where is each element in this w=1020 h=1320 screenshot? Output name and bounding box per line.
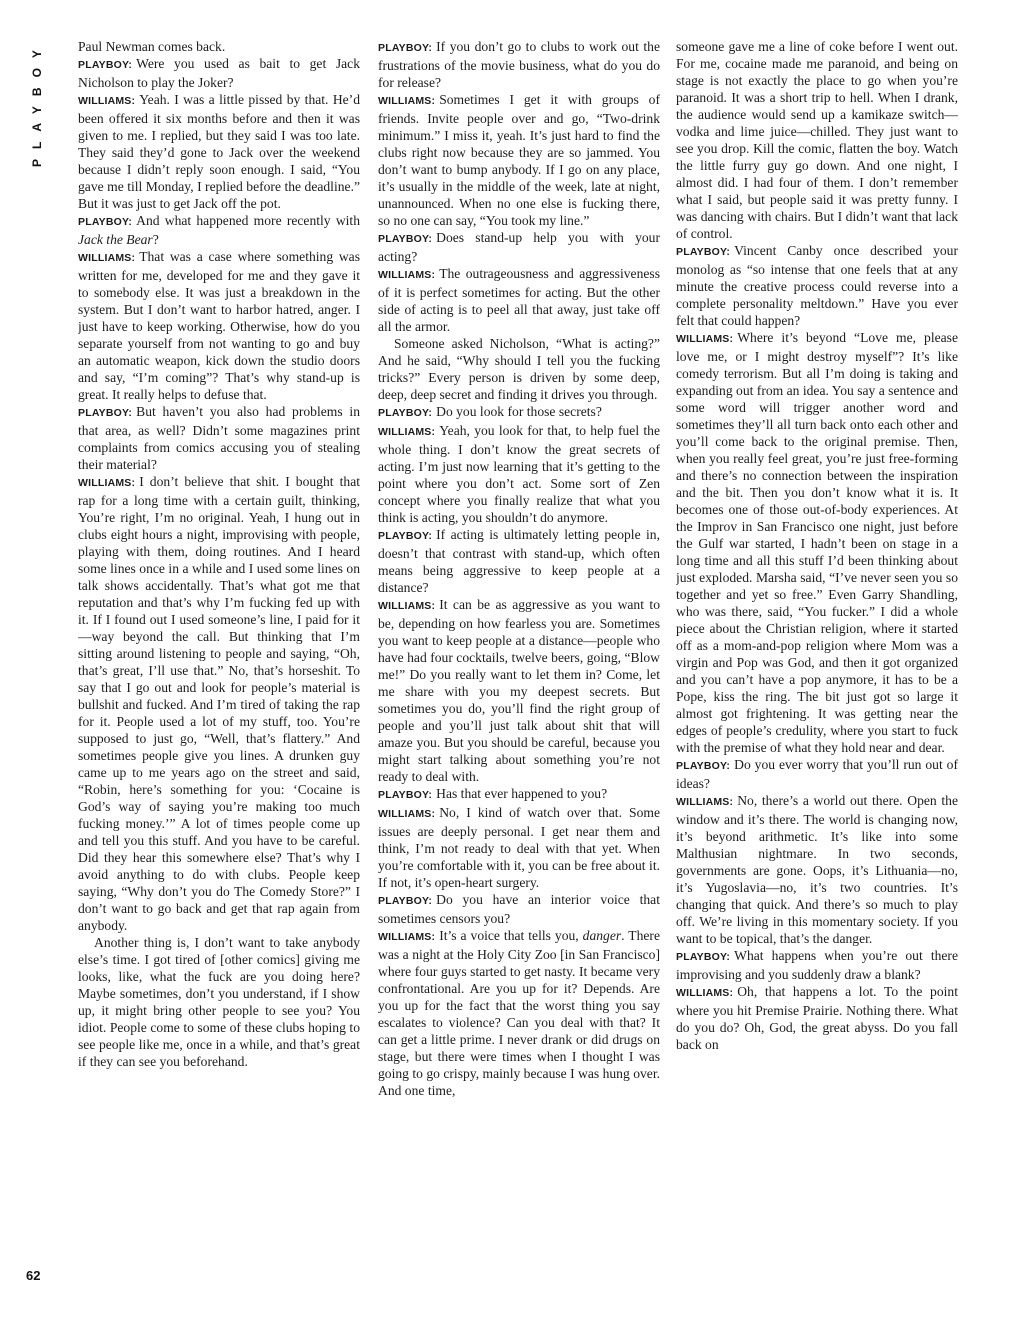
paragraph-text: Yeah. I was a little pissed by that. He’d been offered it six months before and then it was given to me. I replied, but they said I was too late. They said they’d gone to Jack over the weekend because I didn’t reply soon enough. I said, “You gave me till Monday, I replied before the deadline.” But it was just to get Jack off the pot. [78,92,360,211]
paragraph-text: What happens when you’re out there improvising and you suddenly draw a blank? [676,948,958,982]
paragraph [378,891,660,927]
speaker-label: PLAYBOY: [378,42,433,54]
speaker-label: WILLIAMS: [378,269,436,281]
speaker-label: WILLIAMS: [676,987,734,999]
paragraph [78,403,360,473]
paragraph [378,403,660,422]
paragraph [78,212,360,248]
paragraph-text: Were you used as bait to get Jack Nicholson to play the Joker? [78,56,360,90]
page-number: 62 [26,1268,41,1283]
paragraph-text: Oh, that happens a lot. To the point where you hit Premise Prairie. Nothing there. What do you do? Oh, God, the great abyss. Do you fall back on [676,984,958,1052]
paragraph [378,526,660,596]
paragraph [378,422,660,526]
paragraph [378,229,660,265]
paragraph [78,91,360,212]
paragraph [676,38,958,242]
speaker-label: PLAYBOY: [378,233,433,245]
paragraph [676,792,958,947]
speaker-label: PLAYBOY: [676,951,731,963]
speaker-label: WILLIAMS: [378,931,436,943]
paragraph-text: It’s a voice that tells you, [439,928,579,943]
speaker-label: WILLIAMS: [78,95,136,107]
paragraph [676,329,958,756]
paragraph-text: someone gave me a line of coke before I went out. For me, cocaine made me paranoid, and being on stage is not exactly the place to go when you’re paranoid. It was a short trip to hell. When I drank, the audience would send up a kamikaze switch—vodka and lime juice—chilled. They just want to see you drop. Kill the comic, flatten the boy. Watch the little furry guy go down. And one night, I almost did. I had four of them. I don’t remember what I said, but people said it was pretty funny. I was dancing with chairs. But I didn’t want that lack of control. [676,39,958,241]
speaker-label: PLAYBOY: [78,407,133,419]
speaker-label: WILLIAMS: [78,252,136,264]
paragraph [78,55,360,91]
paragraph-text: Someone asked Nicholson, “What is acting?” And he said, “Why should I tell you the fucking tricks?” Every person is driven by some deep, deep, deep secret and finding it drives you through. [378,336,660,402]
italic-text: danger [582,928,622,943]
paragraph-text: The outrageousness and aggressiveness of it is perfect sometimes for acting. But the other side of acting is to peel all that away, just take off all the armor. [378,266,660,334]
paragraph-text: Another thing is, I don’t want to take anybody else’s time. I got tired of [other comics] giving me looks, like, what the fuck are you doing here? Maybe sometimes, don’t you understand, if I show up, it might bring other people to see you? You idiot. People come to some of these clubs hoping to see people like me, once in a while, and that’s great if they can see you beforehand. [78,935,360,1069]
paragraph [378,596,660,785]
paragraph [378,804,660,891]
italic-text: Jack the Bear [78,232,153,247]
speaker-label: WILLIAMS: [378,95,436,107]
text-column-3 [676,38,958,1288]
speaker-label: PLAYBOY: [378,895,433,907]
paragraph [78,248,360,403]
paragraph-text: If you don’t go to clubs to work out the frustrations of the movie business, what do you do for release? [378,39,660,90]
speaker-label: WILLIAMS: [676,796,734,808]
magazine-name-vertical: PLAYBOY [30,40,44,167]
paragraph [378,91,660,229]
paragraph [378,265,660,335]
paragraph-text: And what happened more recently with [136,213,360,228]
speaker-label: PLAYBOY: [676,760,731,772]
paragraph-text: Vincent Canby once described your monolog as “so intense that one feels that at any minute the creative process could reverse into a complete personality meltdown.” Have you ever felt that could happen? [676,243,958,328]
paragraph-text: Has that ever happened to you? [436,786,608,801]
speaker-label: WILLIAMS: [378,426,436,438]
paragraph [378,785,660,804]
paragraph [78,934,360,1070]
speaker-label: PLAYBOY: [378,530,433,542]
paragraph [78,473,360,934]
paragraph-text: It can be as aggressive as you want to be, depending on how fearless you are. Sometimes you want to keep people at a distance—people who have had four cocktails, twelve beers, going, “Blow me!” Do you really want to let them in? Come, let me share with you my deepest secrets. But sometimes you do, you’ll find the right group of people and you’ll just talk about shit that will amaze you. But you should be careful, because you might start talking about something you’re not ready to deal with. [378,597,660,784]
speaker-label: PLAYBOY: [378,407,433,419]
paragraph-text: But haven’t you also had problems in that area, as well? Didn’t some magazines print complaints from comics accusing you of stealing their material? [78,404,360,472]
speaker-label: WILLIAMS: [78,477,136,489]
speaker-label: PLAYBOY: [78,216,133,228]
paragraph-text: Where it’s beyond “Love me, please love me, or I might destroy myself”? It’s like comedy terrorism. But all I’m doing is taking and expanding out from an idea. You say a sentence and some word will trigger another word and sometimes they’ll all turn back onto each other and you’ll come back to the original premise. Then, when you really feel great, you’re just free-forming and there’s no connection between the inspiration and the bit. Then you don’t know what it is. It becomes one of those out-of-body experiences. At the Improv in San Francisco one night, just before the Gulf war started, I hadn’t been on stage in a long time and all this stuff I’d been thinking about just exploded. Marsha said, “I’ve never seen you so together and yet so free.” Even Garry Shandling, who was there, said, “You fucker.” I did a whole piece about the Christian religion, where it started off as a mom-and-pop religion where Mom was a virgin and Pop was God, and then it got organized and you can’t have a pop anymore, it has to be a Pope, kiss the ring. The bit just got so large it almost got frightening. It was getting near the edges of people’s credulity, where you start to fuck with the premise of what they hold near and dear. [676,330,958,755]
paragraph-text: Paul Newman comes back. [78,39,226,54]
speaker-label: WILLIAMS: [676,333,734,345]
paragraph [676,756,958,792]
paragraph [378,335,660,403]
paragraph-text: I don’t believe that shit. I bought that rap for a long time with a certain guilt, thinking, You’re right, I’m no original. Yeah, I hung out in clubs eight hours a night, improvising with people, playing with them, doing routines. And I heard some lines once in a while and I used some lines on talk shows accidentally. That’s what got me that reputation and that’s why I’m fucking fed up with it. If I found out I used someone’s line, I paid for it—way beyond the call. But thinking that I’m sitting around listening to people and saying, “Oh, that’s great, I’ll use that.” No, that’s horseshit. To say that I go out and look for people’s material is bullshit and fucked. And I’m tired of taking the rap for it. People used a lot of my stuff, too. You’re supposed to just go, “Well, that’s flattery.” And sometimes people give you lines. A drunken guy came up to me years ago on the street and said, “Robin, here’s something for you: ‘Cocaine is God’s way of saying you’re making too much fucking money.’” A lot of times people come up and tell you this stuff. And you have to be careful. Did they hear this somewhere else? That’s why I avoid anything to do with clubs. People keep saying, “Why don’t you do The Comedy Store?” I don’t want to go back and get that rap again from anybody. [78,474,360,933]
paragraph-text-continued: . There was a night at the Holy City Zoo [in San Francisco] where four guys started to get nasty. It became very confrontational. Are you up for it? Depends. Are you up for the fact that the worst thing you say escalates to violence? Can you deal with that? It can get a little prime. I never drank or did drugs on stage, but there were times when I thought I was going to go crispy, mainly because I was hung over. And one time, [378,928,660,1098]
paragraph-text: Do you ever worry that you’ll run out of ideas? [676,757,958,791]
paragraph [676,947,958,983]
text-column-2 [378,38,660,1288]
paragraph-text: Does stand-up help you with your acting? [378,230,660,264]
paragraph-text: That was a case where something was written for me, developed for me and they gave it to somebody else. It was just a breakdown in the system. But I don’t want to harbor hatred, anger. I just have to keep working. Otherwise, how do you separate yourself from not wanting to go and buy an automatic weapon, kick down the studio doors and say, “I’m coming”? That’s why stand-up is great. It really helps to defuse that. [78,249,360,402]
paragraph [78,38,360,55]
paragraph-text: If acting is ultimately letting people in, doesn’t that contrast with stand-up, which often means being aggressive to keep people at a distance? [378,527,660,595]
paragraph [676,983,958,1053]
speaker-label: PLAYBOY: [378,789,433,801]
paragraph [378,38,660,91]
paragraph-text: Yeah, you look for that, to help fuel the whole thing. I don’t know the great secrets of acting. I’m just now learning that it’s getting to the point where you don’t act. Some sort of Zen concept where you finally realize that what you think is acting, you shouldn’t do anymore. [378,423,660,525]
paragraph-text: Do you have an interior voice that sometimes censors you? [378,892,660,926]
paragraph-text: No, there’s a world out there. Open the window and it’s there. The world is changing now, it’s beyond arithmetic. It’s like into some Malthusian nightmare. In two seconds, governments are gone. Oops, it’s Lithuania—no, it’s Yugoslavia—no, it’s two countries. It’s changing that quick. And there’s so much to play off. We’re living in this momentary society. If you want to be topical, that’s the danger. [676,793,958,946]
speaker-label: PLAYBOY: [676,246,731,258]
paragraph [378,927,660,1099]
paragraph [676,242,958,329]
text-column-1 [78,38,360,1288]
speaker-label: PLAYBOY: [78,59,133,71]
speaker-label: WILLIAMS: [378,808,436,820]
speaker-label: WILLIAMS: [378,600,436,612]
paragraph-text: Do you look for those secrets? [436,404,602,419]
paragraph-text: No, I kind of watch over that. Some issues are deeply personal. I get near them and think, I’m not ready to deal with that yet. When you’re comfortable with it, you can be free about it. If not, it’s open-heart surgery. [378,805,660,890]
paragraph-text-continued: ? [152,232,159,247]
paragraph-text: Sometimes I get it with groups of friends. Invite people over and go, “Two-drink minimum.” I miss it, yeah. It’s just hard to find the clubs right now because they are so jammed. You don’t want to bump anybody. If I go on any place, it’s usually in the middle of the week, late at night, unannounced. When no one else is fucking there, so no one can say, “You took my line.” [378,92,660,228]
